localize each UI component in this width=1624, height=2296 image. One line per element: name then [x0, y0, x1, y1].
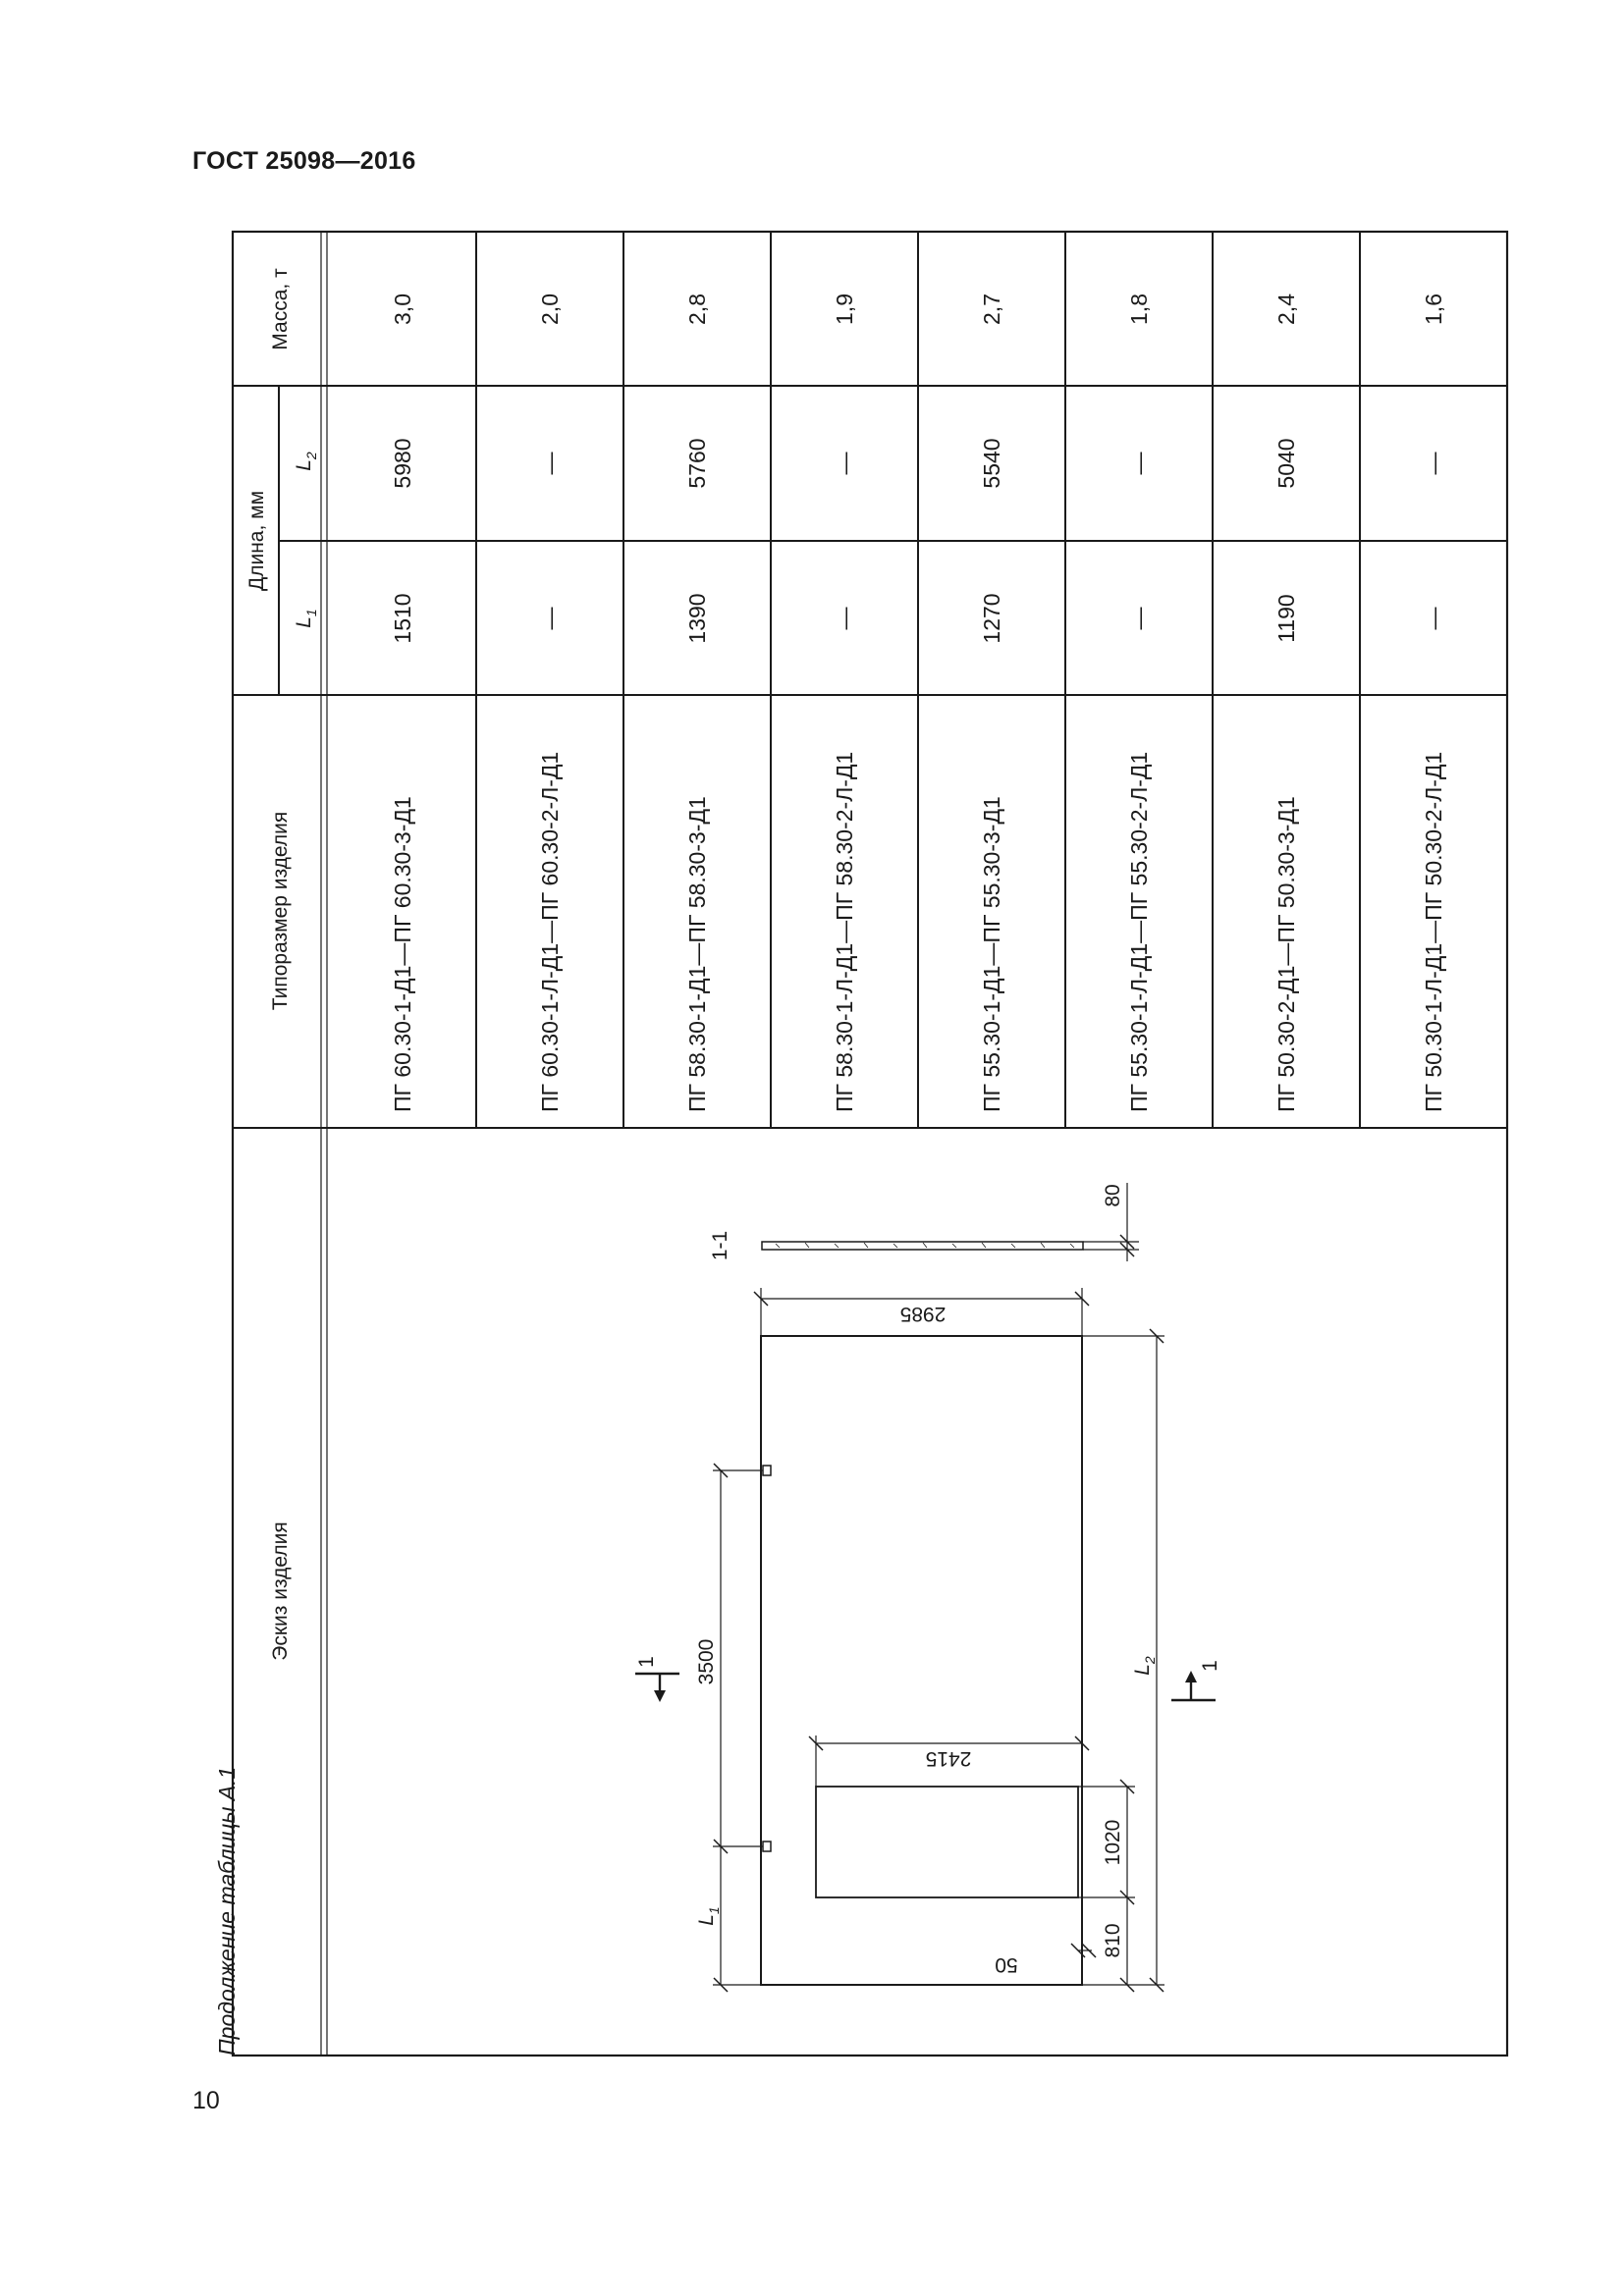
dim-1020: 1020	[1102, 1819, 1124, 1866]
dim-2415: 2415	[925, 1747, 972, 1770]
cell-l2: 5980	[390, 438, 415, 489]
cell-l1: 1510	[390, 593, 415, 644]
table-row	[1421, 294, 1446, 1112]
table-headers	[245, 268, 319, 1661]
cell-l2: 5760	[684, 438, 710, 489]
dim-50: 50	[995, 1953, 1018, 1976]
panel-outline	[761, 1336, 1082, 1985]
cell-l2: —	[1126, 452, 1152, 475]
cell-l1: —	[1126, 607, 1152, 630]
dim-80: 80	[1102, 1184, 1124, 1207]
header-type: Типоразмер изделия	[269, 811, 292, 1011]
dim-2985: 2985	[899, 1303, 947, 1325]
cell-mass: 2,4	[1273, 294, 1299, 325]
cell-l1: 1270	[979, 593, 1004, 644]
table-row	[1126, 294, 1152, 1112]
cell-mass: 1,9	[832, 294, 857, 325]
cell-mass: 2,0	[537, 294, 563, 325]
lifting-loop-top	[763, 1466, 771, 1475]
page-number: 10	[192, 2087, 220, 2114]
lifting-loop-bottom	[763, 1842, 771, 1851]
section-hatch	[776, 1243, 1074, 1248]
cell-type: ПГ 60.30-1-Л-Д1—ПГ 60.30-2-Л-Д1	[537, 751, 563, 1112]
table-row	[979, 294, 1004, 1112]
cell-l1: 1390	[684, 593, 710, 644]
table-row	[390, 294, 415, 1112]
cell-type: ПГ 50.30-2-Д1—ПГ 50.30-3-Д1	[1273, 796, 1299, 1112]
cut-mark-left-label: 1	[635, 1656, 658, 1668]
cell-l1: —	[832, 607, 857, 630]
arrow-down-icon	[654, 1690, 666, 1702]
header-length: Длина, мм	[245, 490, 268, 592]
document-standard-header: ГОСТ 25098—2016	[192, 147, 416, 175]
cell-mass: 2,7	[979, 294, 1004, 325]
cell-type: ПГ 58.30-1-Д1—ПГ 58.30-3-Д1	[684, 796, 710, 1112]
cell-mass: 1,6	[1421, 294, 1446, 325]
cell-l2: 5540	[979, 438, 1004, 489]
cell-type: ПГ 55.30-1-Д1—ПГ 55.30-3-Д1	[979, 796, 1004, 1112]
dim-l2: $L_2$	[1131, 1656, 1158, 1676]
cell-mass: 3,0	[390, 294, 415, 325]
cell-mass: 2,8	[684, 294, 710, 325]
cell-l1: —	[537, 607, 563, 630]
panel-opening	[816, 1787, 1078, 1897]
section-label: 1-1	[709, 1230, 731, 1261]
cell-l2: —	[537, 452, 563, 475]
arrow-up-icon	[1185, 1671, 1197, 1682]
header-sketch: Эскиз изделия	[269, 1522, 292, 1661]
cell-l1: —	[1421, 607, 1446, 630]
dim-3500: 3500	[695, 1638, 718, 1685]
dim-l1: $L_1$	[695, 1906, 722, 1926]
dim-810: 810	[1102, 1923, 1124, 1958]
cut-mark-right-label: 1	[1199, 1660, 1221, 1672]
cell-mass: 1,8	[1126, 294, 1152, 325]
header-l2: $L_2$	[293, 452, 319, 471]
table-row	[1273, 294, 1299, 1112]
header-mass: Масса, т	[269, 268, 292, 350]
table-grid	[233, 232, 1507, 2056]
cell-l1: 1190	[1273, 594, 1299, 643]
cell-l2: —	[832, 452, 857, 475]
cell-type: ПГ 55.30-1-Л-Д1—ПГ 55.30-2-Л-Д1	[1126, 751, 1152, 1112]
sketch-labels	[635, 1184, 1221, 1976]
table-row	[832, 294, 857, 1112]
cell-type: ПГ 58.30-1-Л-Д1—ПГ 58.30-2-Л-Д1	[832, 751, 857, 1112]
cell-type: ПГ 50.30-1-Л-Д1—ПГ 50.30-2-Л-Д1	[1421, 751, 1446, 1112]
cell-l2: 5040	[1273, 438, 1299, 489]
cell-type: ПГ 60.30-1-Д1—ПГ 60.30-3-Д1	[390, 796, 415, 1112]
header-l1: $L_1$	[293, 609, 319, 628]
table-row	[684, 294, 710, 1112]
table-row	[537, 294, 563, 1112]
table-continuation-caption: Продолжение таблицы А.1	[214, 1766, 240, 2056]
cell-l2: —	[1421, 452, 1446, 475]
section-strip	[762, 1242, 1083, 1250]
